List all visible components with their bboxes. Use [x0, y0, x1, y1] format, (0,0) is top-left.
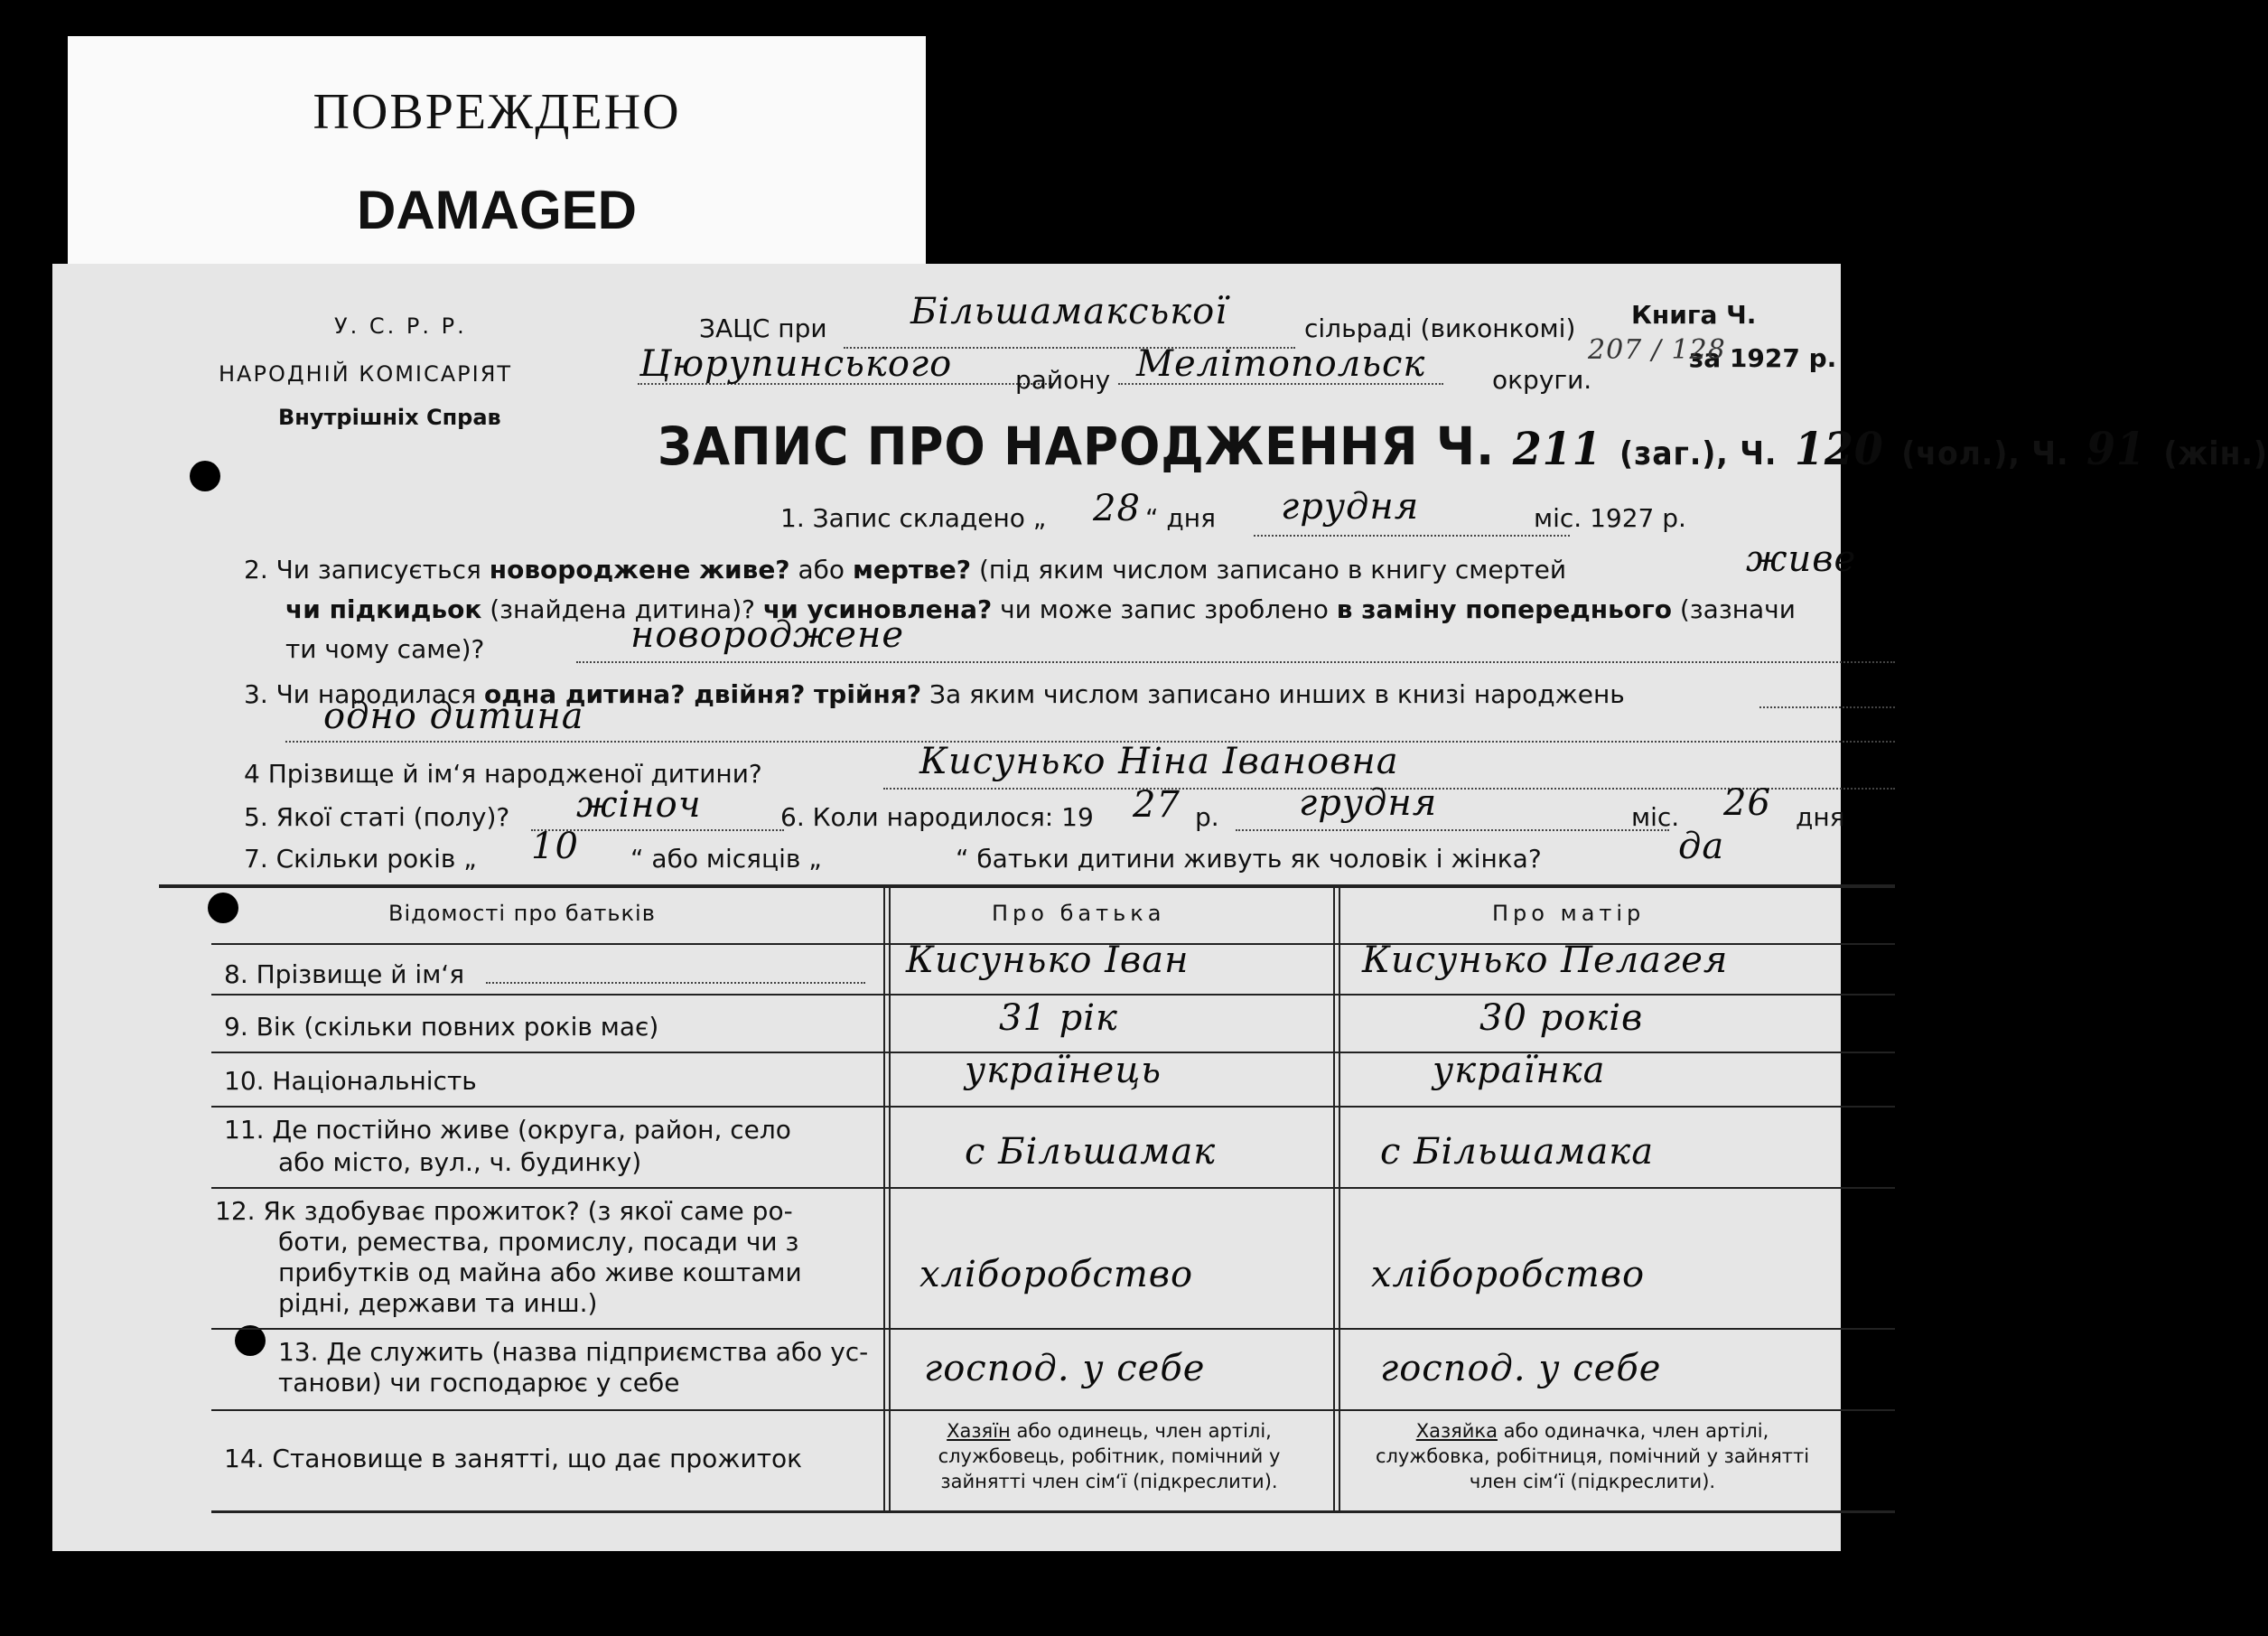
- q2-b1: новороджене живе?: [489, 555, 790, 584]
- row8-mother: Кисунько Пелагея: [1362, 940, 1729, 981]
- q2-line2: [285, 594, 1796, 624]
- table-header-mother: Про матір: [1492, 901, 1646, 926]
- header-republic: У. С. Р. Р.: [334, 313, 467, 339]
- zags-label: ЗАЦС при: [699, 313, 827, 343]
- q6-year-suffix: р.: [1195, 802, 1219, 832]
- punch-hole-3: [235, 1325, 266, 1356]
- q6-day-label: дня: [1796, 802, 1845, 832]
- damaged-label-card: [68, 36, 926, 280]
- q2-answer-alive: живе: [1746, 538, 1857, 580]
- q7-end: “ батьки дитини живуть як чоловік і жінка?: [956, 844, 1542, 874]
- row10-label: 10. Національність: [224, 1066, 477, 1096]
- row14-father-underlined: Хазяїн: [947, 1420, 1011, 1442]
- row14-father-note: [906, 1418, 1312, 1494]
- q4-text: 4 Прізвище й ім‘я народженої дитини?: [244, 759, 762, 789]
- q5-text: 5. Якої статі (полу)?: [244, 802, 510, 832]
- q2-p3: (під яким числом записано в книгу смертей: [978, 555, 1567, 584]
- header-commissariat: НАРОДНІЙ КОМІСАРІЯТ: [219, 361, 513, 387]
- table-header-info: Відомості про батьків: [388, 901, 656, 926]
- q6-text: 6. Коли народилося: 19: [780, 802, 1094, 832]
- q7-text: 7. Скільки років „: [244, 844, 477, 874]
- record-total-value: 211: [1512, 422, 1602, 475]
- row12-label-2: боти, ремества, промислу, посади чи з: [278, 1227, 799, 1257]
- row14-father-options: або одинець, член артілі, службовець, робітник, помічний у зайнятті член сім‘ї (підкреслити).: [938, 1420, 1281, 1492]
- q2-b5: в заміну попереднього: [1336, 594, 1672, 624]
- q4-answer: Кисунько Ніна Івановна: [919, 741, 1399, 782]
- row-divider-4: [211, 1187, 1895, 1189]
- q7-mid: “ або місяців „: [630, 844, 822, 874]
- table-bottom-line: [211, 1510, 1895, 1513]
- q6-year: 27: [1133, 784, 1181, 826]
- record-title-text: ЗАПИС ПРО НАРОДЖЕННЯ Ч.: [658, 416, 1496, 477]
- okrug-value: Мелітопольск: [1136, 343, 1426, 385]
- record-title: [658, 416, 2268, 477]
- row-divider-1: [211, 994, 1895, 996]
- row-divider-5: [211, 1328, 1895, 1330]
- record-male-value: 120: [1794, 422, 1884, 475]
- row11-label-2: або місто, вул., ч. будинку): [278, 1147, 642, 1177]
- year-label: за 1927 р.: [1689, 343, 1837, 373]
- record-female-value: 91: [2086, 422, 2146, 475]
- row12-label-3: прибутків од майна або живе коштами: [278, 1257, 802, 1287]
- row9-father: 31 рік: [999, 997, 1118, 1039]
- row-divider-6: [211, 1409, 1895, 1411]
- row8-dots: [486, 982, 865, 984]
- table-header-father: Про батька: [992, 901, 1166, 926]
- row13-label-2: танови) чи господарює у себе: [278, 1368, 680, 1398]
- q1-end: міс. 1927 р.: [1534, 503, 1686, 533]
- row14-mother-underlined: Хазяйка: [1415, 1420, 1498, 1442]
- district-label: району: [1015, 365, 1111, 395]
- record-total-label: (заг.), Ч.: [1619, 435, 1778, 472]
- row14-mother-options: або одиначка, член артілі, службовка, робітниця, помічний у зайнятті член сім‘ї (підкреслити).: [1375, 1420, 1810, 1492]
- q7-years: 10: [531, 826, 579, 867]
- table-col-divider-2b: [1339, 887, 1340, 1510]
- row9-mother: 30 років: [1479, 997, 1644, 1039]
- q3-b1: одна дитина? двійня? трійня?: [484, 679, 922, 709]
- row-divider-3: [211, 1106, 1895, 1108]
- q2-b4: чи усиновлена?: [762, 594, 993, 624]
- row13-label-1: 13. Де служить (назва підприємства або ус-: [278, 1337, 869, 1367]
- q3-line1-dots: [1759, 706, 1895, 708]
- row12-label-4: рідні, держави та инш.): [278, 1288, 598, 1318]
- q1-mid: “ дня: [1145, 503, 1216, 533]
- q2-answer-newborn: новороджене: [630, 614, 904, 656]
- q6-month: грудня: [1299, 782, 1438, 824]
- row11-mother: с Більшамака: [1380, 1131, 1655, 1173]
- row11-label-1: 11. Де постійно живе (округа, район, село: [224, 1115, 791, 1145]
- q6-month-label: міс.: [1631, 802, 1680, 832]
- q2-p6: (зазначи: [1679, 594, 1796, 624]
- q1-text: 1. Запис складено „: [780, 503, 1047, 533]
- q1-month-line: [1254, 535, 1570, 537]
- book-number-handwriting: 207 / 128: [1588, 334, 1726, 366]
- q2-answer-line: [576, 661, 1895, 663]
- row8-label: 8. Прізвище й ім‘я: [224, 959, 465, 989]
- q2-p2: або: [798, 555, 845, 584]
- zags-value: Більшамакської: [910, 291, 1228, 332]
- damaged-label-ru: ПОВРЕЖДЕНО: [313, 84, 681, 140]
- q1-day: 28: [1093, 488, 1141, 529]
- table-top-line: [159, 884, 1895, 888]
- row12-father: хліборобство: [919, 1254, 1194, 1295]
- row10-mother: українка: [1433, 1050, 1606, 1091]
- row8-father: Кисунько Іван: [906, 940, 1190, 981]
- birth-record-form: [52, 264, 2268, 1551]
- q2-b3: чи підкидьок: [285, 594, 482, 624]
- row14-mother-note: [1358, 1418, 1827, 1494]
- q2-line1: [244, 555, 1566, 584]
- q6-month-line: [1236, 829, 1669, 831]
- row11-father: с Більшамак: [965, 1131, 1217, 1173]
- book-label: Книга Ч.: [1631, 300, 1757, 330]
- row14-label: 14. Становище в занятті, що дає прожиток: [224, 1444, 803, 1473]
- table-col-divider-1: [883, 887, 885, 1510]
- punch-hole-2: [208, 893, 238, 923]
- council-label: сільраді (виконкомі): [1304, 313, 1576, 343]
- q6-day: 26: [1723, 782, 1771, 824]
- q2-p5: чи може запис зроблено: [1000, 594, 1329, 624]
- row12-mother: хліборобство: [1371, 1254, 1646, 1295]
- district-value: Цюрупинського: [639, 343, 953, 385]
- row10-father: українець: [965, 1050, 1162, 1091]
- table-col-divider-1b: [889, 887, 891, 1510]
- table-col-divider-2: [1333, 887, 1335, 1510]
- record-female-label: (жін.): [2163, 435, 2268, 472]
- okrug-label: округи.: [1492, 365, 1592, 395]
- q7-answer: да: [1678, 826, 1725, 867]
- q3-p1: 3. Чи народилася: [244, 679, 477, 709]
- row13-mother: господ. у себе: [1380, 1348, 1662, 1389]
- q1-month: грудня: [1281, 486, 1420, 528]
- q3-answer: одно дитина: [323, 696, 584, 737]
- header-department: Внутрішніх Справ: [278, 405, 501, 430]
- record-male-label: (чол.), Ч.: [1901, 435, 2069, 472]
- row13-father: господ. у себе: [924, 1348, 1206, 1389]
- q2-b2: мертве?: [852, 555, 972, 584]
- q5-answer: жіноч: [576, 784, 702, 826]
- q2-p4: (знайдена дитина)?: [490, 594, 755, 624]
- q2-p1: 2. Чи записується: [244, 555, 481, 584]
- q3-p2: За яким числом записано инших в книзі народжень: [929, 679, 1625, 709]
- damaged-label-en: DAMAGED: [357, 180, 637, 240]
- row12-label-1: 12. Як здобуває прожиток? (з якої саме ро-: [215, 1196, 793, 1226]
- q2-p7: ти чому саме)?: [285, 634, 485, 664]
- punch-hole-1: [190, 461, 220, 491]
- row9-label: 9. Вік (скільки повних років має): [224, 1012, 659, 1042]
